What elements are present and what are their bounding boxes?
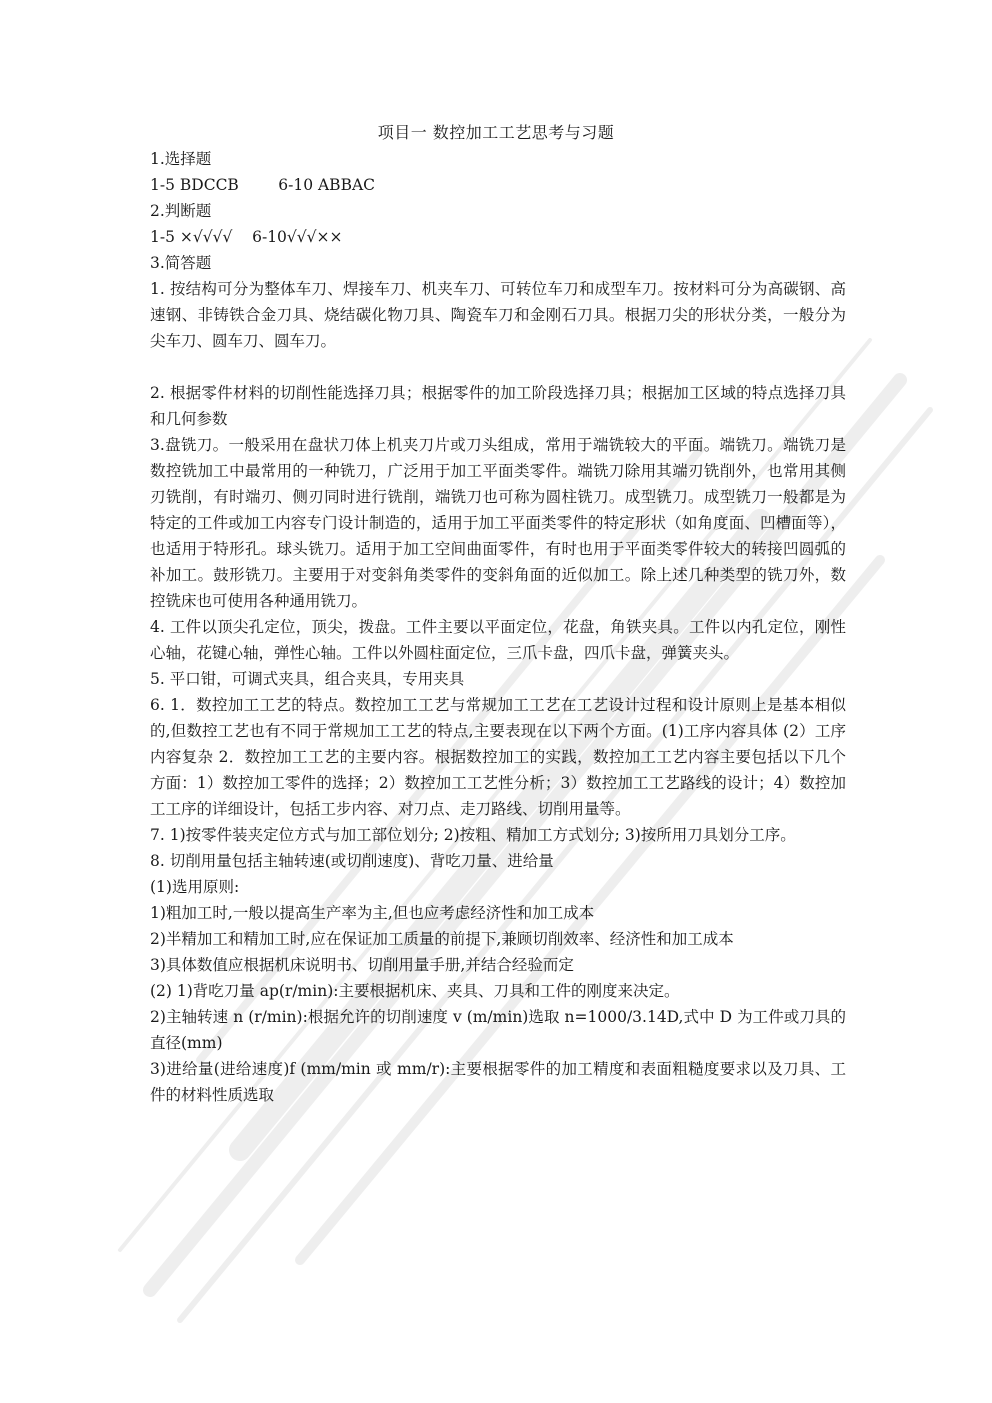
choice-answers: 1-5 BDCCB 6-10 ABBAC — [150, 176, 376, 194]
answer-line-rough: 1)粗加工时,一般以提高生产率为主,但也应考虑经济性和加工成本 — [150, 904, 595, 922]
section-heading-short-answer: 3.简答题 — [150, 254, 212, 272]
section-heading-choice: 1.选择题 — [150, 150, 212, 168]
answer-paragraph-4: 4. 工件以顶尖孔定位，顶尖，拨盘。工件主要以平面定位，花盘，角铁夹具。工件以内孔定位，刚性心轴，花键心轴，弹性心轴。工件以外圆柱面定位，三爪卡盘，四爪卡盘，弹簧夹头。 — [150, 618, 846, 662]
answer-paragraph-8: 8. 切削用量包括主轴转速(或切削速度)、背吃刀量、进给量 — [150, 852, 554, 870]
answer-line-values: 3)具体数值应根据机床说明书、切削用量手册,并结合经验而定 — [150, 956, 574, 974]
answer-paragraph-6: 6. 1．数控加工工艺的特点。数控加工工艺与常规加工工艺在工艺设计过程和设计原则上是基本相似的,但数控工艺也有不同于常规加工工艺的特点,主要表现在以下两个方面。(1)工序内容具体 (2）工序内容复杂 2．数控加工工艺的主要内容。根据数控加工的实践，数控加工工艺内容主要包括以下几个方面：1）数控加工零件的选择；2）数控加工工艺性分析；3）数控加工工艺路线的设计；4）数控加工工序的详细设计，包括工步内容、对刀点、走刀路线、切削用量等。 — [150, 696, 846, 818]
document-title: 项目一 数控加工工艺思考与习题 — [377, 123, 615, 142]
section-heading-judgement: 2.判断题 — [150, 202, 212, 220]
answer-paragraph-3: 3.盘铣刀。一般采用在盘状刀体上机夹刀片或刀头组成，常用于端铣较大的平面。端铣刀。端铣刀是数控铣加工中最常用的一种铣刀，广泛用于加工平面类零件。端铣刀除用其端刃铣削外，也常用其侧刃铣削，有时端刃、侧刃同时进行铣削，端铣刀也可称为圆柱铣刀。成型铣刀。成型铣刀一般都是为特定的工件或加工内容专门设计制造的，适用于加工平面类零件的特定形状（如角度面、凹槽面等），也适用于特形孔。球头铣刀。适用于加工空间曲面零件，有时也用于平面类零件较大的转接凹圆弧的补加工。鼓形铣刀。主要用于对变斜角类零件的变斜角面的近似加工。除上述几种类型的铣刀外，数控铣床也可使用各种通用铣刀。 — [150, 436, 846, 610]
judgement-answers: 1-5 ×√√√√ 6-10√√√×× — [150, 228, 343, 246]
answer-line-feed: 3)进给量(进给速度)f (mm/min 或 mm/r):主要根据零件的加工精度和表面粗糙度要求以及刀具、工件的材料性质选取 — [150, 1060, 846, 1104]
answer-paragraph-2: 2. 根据零件材料的切削性能选择刀具；根据零件的加工阶段选择刀具；根据加工区域的特点选择刀具和几何参数 — [150, 384, 846, 428]
answer-line-spindle: 2)主轴转速 n (r/min):根据允许的切削速度 v (m/min)选取 n=1000/3.14D,式中 D 为工件或刀具的直径(mm) — [150, 1008, 846, 1052]
answer-line-principle: (1)选用原则: — [150, 878, 240, 896]
document-body — [150, 146, 846, 1108]
answer-line-depth: (2) 1)背吃刀量 ap(r/min):主要根据机床、夹具、刀具和工件的刚度来决定。 — [150, 982, 680, 1000]
answer-line-semi-finish: 2)半精加工和精加工时,应在保证加工质量的前提下,兼顾切削效率、经济性和加工成本 — [150, 930, 734, 948]
answer-paragraph-1: 1. 按结构可分为整体车刀、焊接车刀、机夹车刀、可转位车刀和成型车刀。按材料可分为高碳钢、高速钢、非铸铁合金刀具、烧结碳化物刀具、陶瓷车刀和金刚石刀具。根据刀尖的形状分类，一般分为尖车刀、圆车刀、圆车刀。 — [150, 280, 846, 350]
answer-paragraph-7: 7. 1)按零件装夹定位方式与加工部位划分; 2)按粗、精加工方式划分; 3)按所用刀具划分工序。 — [150, 826, 796, 844]
answer-paragraph-5: 5. 平口钳，可调式夹具，组合夹具，专用夹具 — [150, 670, 465, 688]
